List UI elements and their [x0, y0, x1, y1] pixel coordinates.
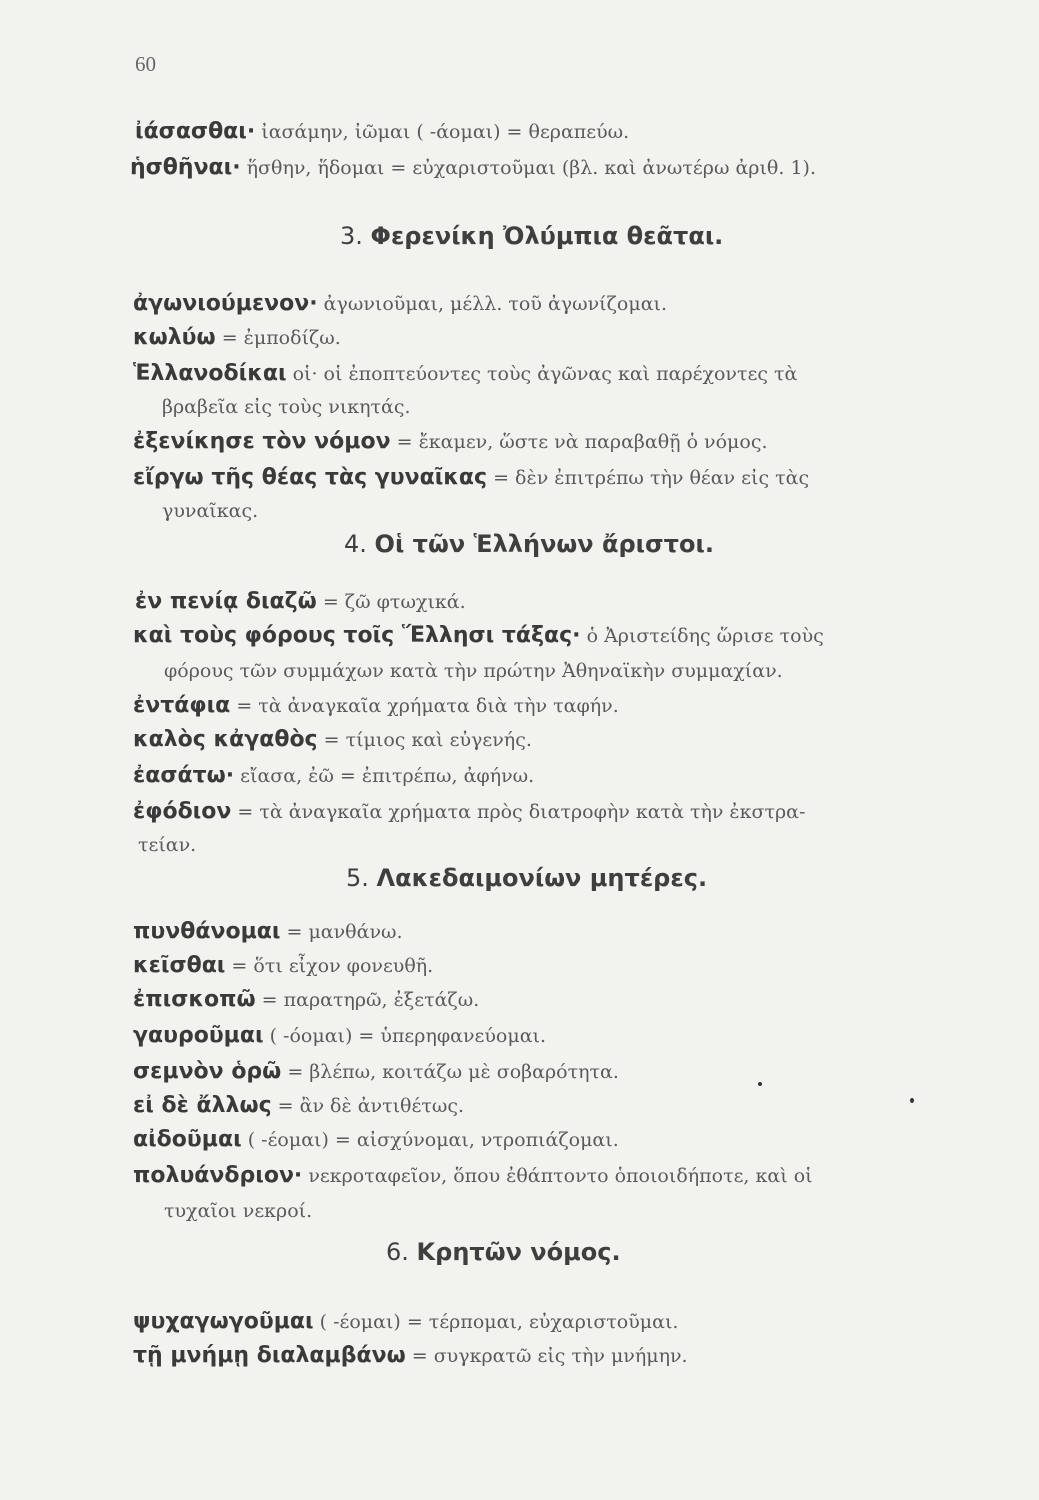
section-title: Λακεδαιμονίων μητέρες. — [376, 864, 708, 892]
glossary-entry — [133, 1310, 678, 1334]
entry-definition: ἰασάμην, ἰῶμαι ( -άομαι) = θεραπεύω. — [255, 121, 630, 143]
section-title: Οἱ τῶν Ἑλλήνων ἄριστοι. — [374, 530, 714, 558]
section-heading — [340, 222, 723, 250]
entry-definition: = ἂν δὲ ἀντιθέτως. — [271, 1095, 465, 1117]
glossary-entry — [133, 430, 768, 454]
entry-definition: = ὅτι εἶχον φονευθῆ. — [225, 955, 434, 977]
entry-term: σεμνὸν ὁρῶ — [133, 1059, 282, 1084]
entry-definition: ἀγωνιοῦμαι, μέλλ. τοῦ ἀγωνίζομαι. — [317, 293, 668, 315]
section-heading — [386, 1238, 621, 1266]
entry-term: καὶ τοὺς φόρους τοῖς Ἕλλησι τάξας· — [133, 623, 581, 648]
glossary-entry — [133, 1344, 688, 1368]
entry-definition: = τὰ ἀναγκαῖα χρήματα διὰ τὴν ταφήν. — [230, 695, 619, 717]
entry-term: ἐξενίκησε τὸν νόμον — [133, 429, 391, 454]
glossary-entry — [133, 920, 403, 944]
entry-term: ἀγωνιούμενον· — [133, 291, 318, 316]
glossary-entry — [133, 800, 805, 824]
glossary-entry — [133, 694, 619, 718]
entry-term: ἐντάφια — [133, 693, 231, 718]
entry-term: εἰ δὲ ἄλλως — [133, 1093, 272, 1118]
section-number: 5. — [346, 864, 369, 892]
entry-term: πυνθάνομαι — [133, 919, 281, 944]
section-title: Κρητῶν νόμος. — [416, 1238, 621, 1266]
entry-term: ἡσθῆναι· — [130, 155, 241, 180]
glossary-entry — [133, 1060, 619, 1084]
entry-definition: ὁ Ἀριστείδης ὥρισε τοὺς — [580, 625, 824, 647]
section-number: 6. — [386, 1238, 409, 1266]
entry-definition: = μανθάνω. — [280, 921, 403, 943]
entry-definition: νεκροταφεῖον, ὅπου ἐθάπτοντο ὁποιοιδήποτε, καὶ οἱ — [302, 1165, 813, 1187]
glossary-entry — [133, 624, 824, 648]
entry-term: εἴργω τῆς θέας τὰς γυναῖκας — [133, 465, 488, 490]
glossary-entry — [133, 1128, 619, 1152]
entry-definition: οἱ· οἱ ἐποπτεύοντες τοὺς ἀγῶνας καὶ παρέχοντες τὰ — [286, 363, 798, 385]
glossary-entry — [133, 326, 341, 350]
glossary-entry — [133, 292, 667, 316]
entry-definition: ( -έομαι) = τέρπομαι, εὐχαριστοῦμαι. — [313, 1311, 679, 1333]
glossary-entry — [135, 120, 629, 144]
section-number: 3. — [340, 222, 363, 250]
entry-term: ἐπισκοπῶ — [133, 987, 256, 1012]
entry-definition: ἥσθην, ἥδομαι = εὐχαριστοῦμαι (βλ. καὶ ἀνωτέρω ἀριθ. 1). — [240, 157, 816, 179]
glossary-entry — [133, 1094, 464, 1118]
entry-definition: = παρατηρῶ, ἐξετάζω. — [255, 989, 480, 1011]
entry-term: γαυροῦμαι — [133, 1023, 264, 1048]
entry-definition: εἴασα, ἐῶ = ἐπιτρέπω, ἀφήνω. — [234, 765, 535, 787]
glossary-entry — [133, 466, 809, 490]
glossary-entry — [133, 988, 479, 1012]
glossary-entry — [130, 156, 816, 180]
entry-term: αἰδοῦμαι — [133, 1127, 242, 1152]
entry-term: Ἑλλανοδίκαι — [133, 361, 287, 386]
entry-term: ἰάσασθαι· — [135, 119, 256, 144]
entry-definition: ( -έομαι) = αἰσχύνομαι, ντροπιάζομαι. — [241, 1129, 619, 1151]
entry-continuation: φόρους τῶν συμμάχων κατὰ τὴν πρώτην Ἀθηναϊκὴν συμμαχίαν. — [164, 660, 783, 682]
entry-term: καλὸς κἀγαθὸς — [133, 727, 318, 752]
glossary-entry — [133, 1024, 546, 1048]
section-heading — [346, 864, 707, 892]
section-title: Φερενίκη Ὀλύμπια θεᾶται. — [370, 222, 724, 250]
entry-definition: ( -όομαι) = ὑπερηφανεύομαι. — [263, 1025, 547, 1047]
glossary-entry — [133, 362, 797, 386]
entry-continuation: τυχαῖοι νεκροί. — [164, 1200, 313, 1222]
page-number: 60 — [135, 52, 156, 76]
entry-term: ψυχαγωγοῦμαι — [133, 1309, 314, 1334]
entry-definition: = ἐμποδίζω. — [215, 327, 341, 349]
scan-speck — [758, 1082, 762, 1086]
glossary-entry — [133, 728, 532, 752]
section-number: 4. — [344, 530, 367, 558]
entry-term: κεῖσθαι — [133, 953, 226, 978]
entry-continuation: τείαν. — [138, 834, 197, 856]
glossary-entry — [135, 590, 466, 614]
entry-continuation: γυναῖκας. — [162, 500, 259, 522]
entry-definition: = ζῶ φτωχικά. — [316, 591, 466, 613]
entry-term: πολυάνδριον· — [133, 1163, 303, 1188]
entry-term: ἐν πενίᾳ διαζῶ — [135, 589, 317, 614]
entry-term: κωλύω — [133, 325, 216, 350]
entry-definition: = ἔκαμεν, ὥστε νὰ παραβαθῇ ὁ νόμος. — [390, 431, 768, 453]
glossary-entry — [133, 764, 534, 788]
entry-definition: = συγκρατῶ εἰς τὴν μνήμην. — [405, 1345, 688, 1367]
glossary-entry — [133, 954, 433, 978]
glossary-entry — [133, 1164, 813, 1188]
entry-term: τῇ μνήμῃ διαλαμβάνω — [133, 1343, 406, 1368]
entry-definition: = δὲν ἐπιτρέπω τὴν θέαν εἰς τὰς — [487, 467, 810, 489]
entry-term: ἐασάτω· — [133, 763, 235, 788]
entry-definition: = βλέπω, κοιτάζω μὲ σοβαρότητα. — [281, 1061, 619, 1083]
entry-term: ἐφόδιον — [133, 799, 232, 824]
section-heading — [344, 530, 714, 558]
entry-definition: = τὰ ἀναγκαῖα χρήματα πρὸς διατροφὴν κατὰ τὴν ἐκστρα- — [231, 801, 806, 823]
entry-definition: = τίμιος καὶ εὐγενής. — [317, 729, 532, 751]
entry-continuation: βραβεῖα εἰς τοὺς νικητάς. — [162, 396, 411, 418]
scan-speck — [910, 1098, 914, 1103]
